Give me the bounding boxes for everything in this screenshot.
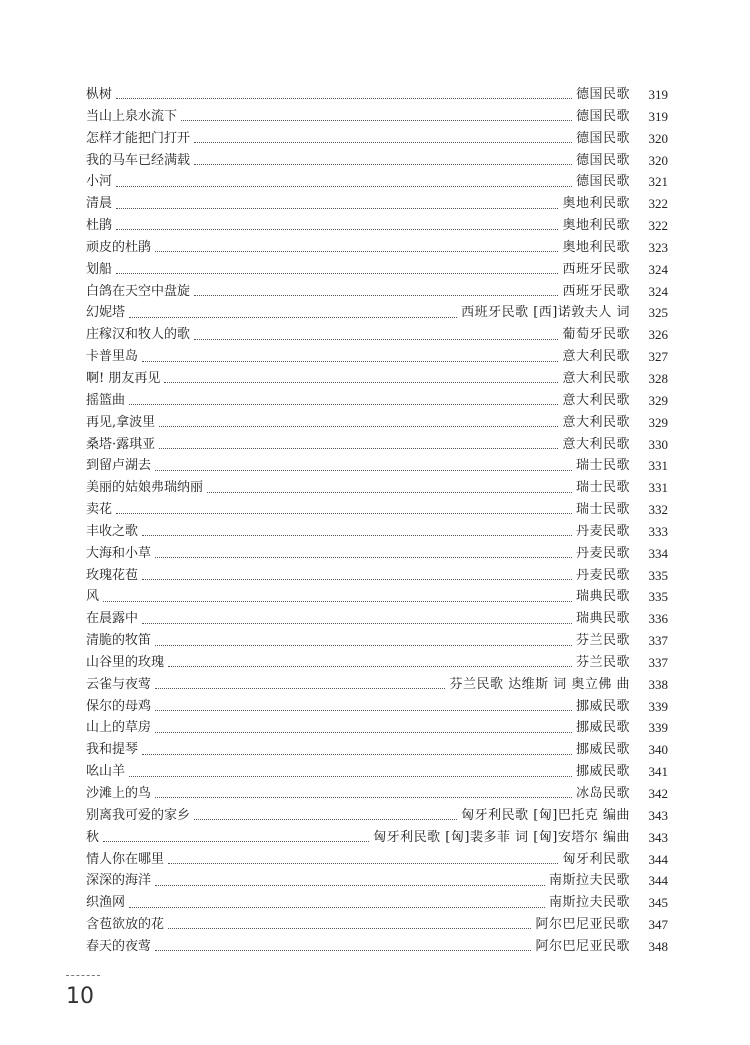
toc-entry-title: 山上的草房	[86, 720, 152, 736]
dot-leader	[194, 142, 572, 143]
toc-entry-page: 341	[648, 764, 668, 780]
toc-entry-page: 342	[648, 786, 668, 801]
toc-entry-source: 南斯拉夫民歌	[548, 873, 630, 889]
toc-entry-source: 阿尔巴尼亚民歌	[535, 938, 630, 954]
toc-entry-source: 意大利民歌	[562, 349, 630, 365]
dot-leader	[142, 623, 572, 624]
dot-leader	[116, 208, 558, 209]
toc-entry-source: 意大利民歌	[562, 370, 630, 386]
dot-leader	[155, 710, 572, 711]
toc-entry-source: 西班牙民歌	[562, 283, 630, 299]
toc-entry-page: 320	[648, 130, 668, 146]
toc-entry-page: 331	[648, 480, 668, 496]
dot-leader	[103, 601, 572, 602]
toc-entry-page: 320	[648, 152, 668, 168]
toc-entry-source: 葡萄牙民歌	[562, 327, 630, 343]
toc-entry-page: 337	[648, 633, 668, 649]
toc-entry-title: 杜鹃	[86, 218, 113, 234]
dot-leader	[168, 666, 572, 667]
toc-entry	[86, 150, 668, 172]
toc-entry-page: 333	[648, 523, 668, 539]
toc-entry	[86, 302, 668, 324]
toc-entry-title: 幻妮塔	[86, 305, 126, 321]
toc-entry-title: 丰收之歌	[86, 523, 139, 539]
toc-entry-title: 别离我可爱的家乡	[86, 807, 191, 823]
toc-entry	[86, 368, 668, 390]
toc-entry-page: 322	[648, 196, 668, 212]
dot-leader	[116, 186, 572, 187]
toc-entry-title: 情人你在哪里	[86, 851, 165, 867]
toc-entry-title: 顽皮的杜鹃	[86, 239, 152, 255]
toc-entry-source: 匈牙利民歌 [匈]裴多菲 词 [匈]安塔尔 编曲	[373, 829, 630, 845]
toc-entry-source: 西班牙民歌 [西]诺敦夫人 词	[461, 305, 630, 321]
toc-entry-title: 含苞欲放的花	[86, 917, 165, 933]
toc-entry-page: 325	[648, 305, 668, 321]
toc-entry	[86, 324, 668, 346]
toc-entry-title: 玫瑰花苞	[86, 567, 139, 583]
toc-entry-page: 337	[648, 654, 668, 670]
toc-entry-page: 339	[648, 698, 668, 714]
dot-leader	[116, 229, 558, 230]
toc-entry-page: 321	[648, 174, 668, 190]
toc-entry-title: 春天的夜莺	[86, 938, 152, 954]
toc-entry-title: 小河	[86, 174, 113, 190]
dot-leader	[142, 579, 572, 580]
toc-entry-page: 324	[648, 261, 668, 277]
toc-entry-page: 330	[648, 436, 668, 452]
toc-entry-title: 我的马车已经满载	[86, 152, 191, 168]
dot-leader	[159, 426, 558, 427]
toc-entry-source: 挪威民歌	[575, 720, 630, 736]
toc-entry-page: 332	[648, 502, 668, 518]
toc-entry-source: 挪威民歌	[575, 698, 630, 714]
toc-entry-title: 庄稼汉和牧人的歌	[86, 327, 191, 343]
toc-entry	[86, 739, 668, 761]
footer-rule	[66, 975, 100, 976]
toc-entry-title: 清脆的牧笛	[86, 633, 152, 649]
dot-leader	[164, 382, 558, 383]
toc-entry	[86, 237, 668, 259]
toc-entry-source: 芬兰民歌	[575, 654, 630, 670]
toc-entry-page: 347	[648, 917, 668, 933]
dot-leader	[159, 448, 558, 449]
dot-leader	[194, 295, 558, 296]
toc-entry-page: 326	[648, 327, 668, 343]
toc-entry-page: 343	[648, 829, 668, 845]
dot-leader	[194, 339, 558, 340]
toc-entry-source: 意大利民歌	[562, 392, 630, 408]
dot-leader	[155, 470, 572, 471]
toc-entry-title: 风	[86, 589, 100, 605]
toc-entry-page: 344	[648, 873, 668, 889]
toc-entry-title: 摇篮曲	[86, 392, 126, 408]
toc-entry-source: 丹麦民歌	[575, 523, 630, 539]
toc-entry	[86, 674, 668, 696]
toc-entry-source: 芬兰民歌 达维斯 词 奥立佛 曲	[449, 676, 630, 692]
toc-entry	[86, 914, 668, 936]
dot-leader	[194, 819, 457, 820]
toc-entry-page: 328	[648, 370, 668, 386]
toc-entry	[86, 827, 668, 849]
toc-entry	[86, 455, 668, 477]
toc-entry	[86, 128, 668, 150]
toc-entry-source: 丹麦民歌	[575, 567, 630, 583]
toc-entry-page: 345	[648, 895, 668, 911]
toc-entry	[86, 805, 668, 827]
toc-entry-source: 德国民歌	[575, 152, 630, 168]
toc-entry-source: 瑞士民歌	[575, 480, 630, 496]
toc-entry	[86, 477, 668, 499]
toc-entry	[86, 630, 668, 652]
toc-entry-title: 再见,拿波里	[86, 414, 156, 430]
toc-entry	[86, 892, 668, 914]
toc-entry	[86, 412, 668, 434]
toc-entry	[86, 215, 668, 237]
toc-entry-title: 美丽的姑娘弗瑞纳丽	[86, 480, 204, 496]
dot-leader	[116, 513, 572, 514]
toc-entry-page: 348	[648, 938, 668, 954]
toc-entry-page: 322	[648, 218, 668, 234]
toc-entry-page: 319	[648, 108, 668, 124]
toc-entry	[86, 281, 668, 303]
toc-entry-page: 335	[648, 589, 668, 605]
toc-entry-source: 德国民歌	[575, 174, 630, 190]
toc-entry-source: 奥地利民歌	[562, 218, 630, 234]
dot-leader	[129, 404, 558, 405]
toc-entry-source: 德国民歌	[575, 130, 630, 146]
toc-entry	[86, 193, 668, 215]
toc-entry	[86, 849, 668, 871]
dot-leader	[155, 251, 558, 252]
dot-leader	[155, 645, 572, 646]
toc-entry-title: 卖花	[86, 502, 113, 518]
toc-entry-title: 划船	[86, 261, 113, 277]
toc-entry	[86, 346, 668, 368]
dot-leader	[155, 732, 572, 733]
toc-entry	[86, 171, 668, 193]
toc-entry-source: 南斯拉夫民歌	[548, 895, 630, 911]
toc-entry-title: 桑塔·露琪亚	[86, 436, 156, 452]
toc-entry-title: 我和提琴	[86, 742, 139, 758]
toc-entry	[86, 608, 668, 630]
dot-leader	[194, 164, 572, 165]
toc-entry-source: 挪威民歌	[575, 764, 630, 780]
dot-leader	[155, 688, 445, 689]
toc-entry-source: 瑞士民歌	[575, 502, 630, 518]
toc-entry-page: 335	[648, 567, 668, 583]
toc-entry	[86, 84, 668, 106]
toc-entry-source: 冰岛民歌	[575, 786, 630, 801]
toc-entry-source: 奥地利民歌	[562, 239, 630, 255]
dot-leader	[181, 120, 572, 121]
dot-leader	[129, 776, 572, 777]
toc-entry-title: 在晨露中	[86, 611, 139, 627]
toc-entry-source: 挪威民歌	[575, 742, 630, 758]
toc-entry-title: 山谷里的玫瑰	[86, 654, 165, 670]
toc-entry-title: 云雀与夜莺	[86, 676, 152, 692]
toc-entry	[86, 543, 668, 565]
toc-entry	[86, 717, 668, 739]
toc-entry-page: 327	[648, 349, 668, 365]
toc-entry	[86, 696, 668, 718]
toc-entry-page: 319	[648, 87, 668, 102]
toc-entry-source: 阿尔巴尼亚民歌	[535, 917, 630, 933]
dot-leader	[207, 492, 572, 493]
toc-entry	[86, 521, 668, 543]
toc-entry-title: 大海和小草	[86, 545, 152, 561]
toc-entry-source: 瑞典民歌	[575, 589, 630, 605]
dot-leader	[155, 797, 572, 798]
toc-entry	[86, 565, 668, 587]
toc-entry-title: 枞树	[86, 87, 113, 102]
toc-entry-source: 意大利民歌	[562, 436, 630, 452]
toc-entry-source: 西班牙民歌	[562, 261, 630, 277]
toc-entry-source: 德国民歌	[575, 108, 630, 124]
toc-entry	[86, 106, 668, 128]
toc-entry-source: 德国民歌	[575, 87, 630, 102]
toc-entry	[86, 499, 668, 521]
dot-leader	[142, 361, 558, 362]
toc-entry-page: 334	[648, 545, 668, 561]
toc-entry-page: 338	[648, 676, 668, 692]
toc-entry-source: 丹麦民歌	[575, 545, 630, 561]
toc-entry-source: 瑞士民歌	[575, 458, 630, 474]
toc-entry-source: 意大利民歌	[562, 414, 630, 430]
dot-leader	[155, 950, 531, 951]
toc-entry-title: 深深的海洋	[86, 873, 152, 889]
toc-entry	[86, 761, 668, 783]
toc-entry	[86, 390, 668, 412]
dot-leader	[155, 885, 545, 886]
table-of-contents	[86, 84, 668, 958]
dot-leader	[142, 754, 572, 755]
toc-entry-title: 吆山羊	[86, 764, 126, 780]
dot-leader	[168, 863, 558, 864]
dot-leader	[116, 98, 572, 99]
toc-entry	[86, 259, 668, 281]
toc-entry-title: 到留卢湖去	[86, 458, 152, 474]
dot-leader	[168, 928, 531, 929]
toc-entry-title: 秋	[86, 829, 100, 845]
toc-entry-title: 清晨	[86, 196, 113, 212]
toc-entry-page: 340	[648, 742, 668, 758]
toc-entry-source: 瑞典民歌	[575, 611, 630, 627]
toc-entry	[86, 870, 668, 892]
toc-entry	[86, 586, 668, 608]
toc-entry-title: 白鸽在天空中盘旋	[86, 283, 191, 299]
toc-entry-source: 匈牙利民歌	[562, 851, 630, 867]
toc-entry-title: 怎样才能把门打开	[86, 130, 191, 146]
toc-entry-source: 奥地利民歌	[562, 196, 630, 212]
toc-entry-page: 324	[648, 283, 668, 299]
toc-entry-title: 沙滩上的鸟	[86, 786, 152, 801]
toc-entry	[86, 434, 668, 456]
toc-entry-page: 323	[648, 239, 668, 255]
toc-entry-title: 织渔网	[86, 895, 126, 911]
toc-entry-title: 卡普里岛	[86, 349, 139, 365]
toc-entry-title: 啊! 朋友再见	[86, 370, 161, 386]
toc-entry-title: 保尔的母鸡	[86, 698, 152, 714]
dot-leader	[129, 317, 457, 318]
toc-entry-source: 匈牙利民歌 [匈]巴托克 编曲	[461, 807, 630, 823]
toc-entry-page: 344	[648, 851, 668, 867]
toc-entry-page: 329	[648, 392, 668, 408]
toc-entry	[86, 936, 668, 958]
dot-leader	[155, 557, 572, 558]
toc-entry-title: 当山上泉水流下	[86, 108, 178, 124]
toc-entry	[86, 783, 668, 805]
dot-leader	[142, 535, 572, 536]
toc-entry-page: 331	[648, 458, 668, 474]
toc-entry-page: 329	[648, 414, 668, 430]
toc-entry-page: 339	[648, 720, 668, 736]
page-number: 10	[66, 984, 94, 1009]
toc-entry-page: 343	[648, 807, 668, 823]
dot-leader	[129, 907, 545, 908]
dot-leader	[103, 841, 369, 842]
toc-entry-page: 336	[648, 611, 668, 627]
dot-leader	[116, 273, 558, 274]
toc-entry	[86, 652, 668, 674]
toc-entry-source: 芬兰民歌	[575, 633, 630, 649]
